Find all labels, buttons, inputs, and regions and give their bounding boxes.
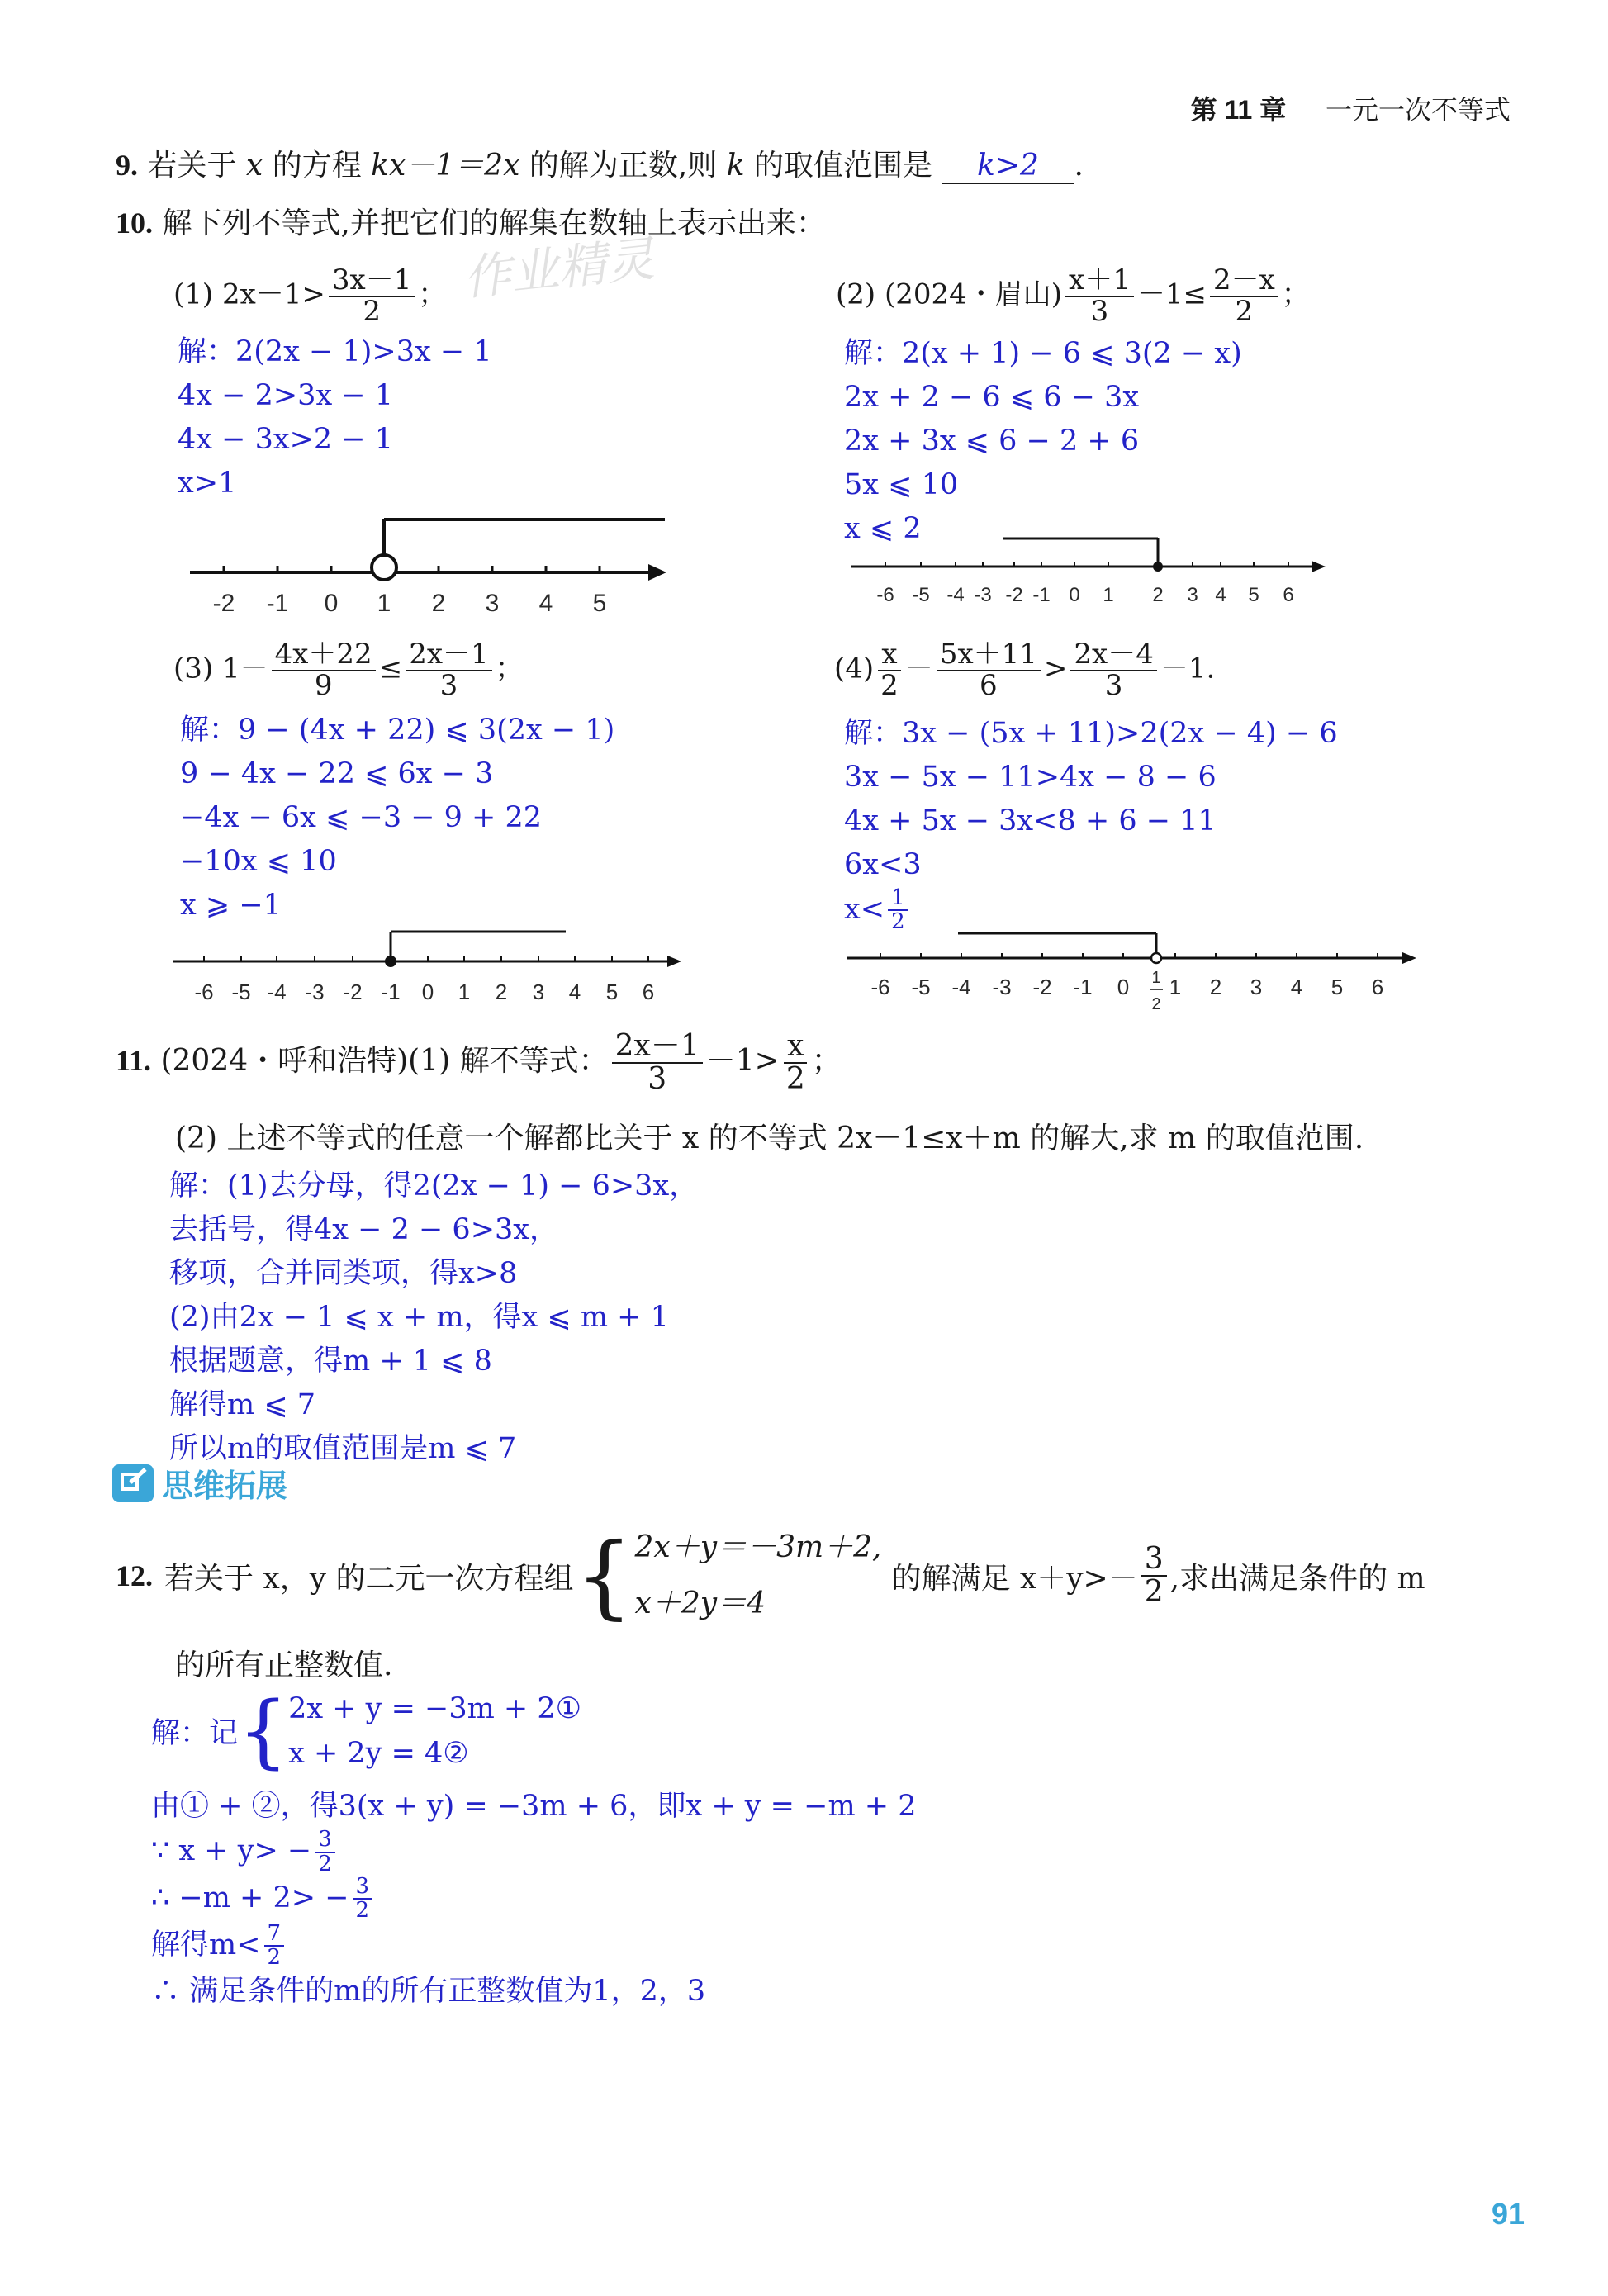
closed-dot (1153, 562, 1163, 572)
fraction (315, 1829, 335, 1876)
question-text: 的解为正数,则 (529, 149, 718, 183)
question-text: ； (811, 1043, 842, 1078)
solution-step: 4x − 2>3x − 1 (178, 379, 394, 412)
tick-label: -1 (266, 590, 289, 617)
numerator: 5x＋11 (937, 640, 1041, 671)
section-title: 思维拓展 (162, 1468, 288, 1504)
problem-text: (3) 1－ (173, 652, 268, 685)
section-header (112, 1460, 287, 1506)
solution-step: ∴ 满足条件的m的所有正整数值为1，2，3 (151, 1975, 706, 2009)
solution-step: 移项，合并同类项，得x>8 (169, 1257, 518, 1290)
solution-step (151, 1876, 916, 1923)
tick-label: 6 (1283, 584, 1294, 606)
fraction (1070, 640, 1156, 700)
solution-text: x< (844, 892, 885, 926)
numerator: 2x－1 (406, 640, 491, 671)
question-9 (116, 142, 1084, 184)
question-number: 11. (116, 1043, 152, 1077)
page-number: 91 (1492, 2197, 1525, 2231)
denominator: 9 (314, 668, 333, 702)
solution-10-2 (844, 332, 1242, 551)
solution-step: 所以m的取值范围是m ⩽ 7 (169, 1432, 517, 1465)
watermark-text: 作业精灵 (460, 230, 657, 306)
number-line-4 (842, 923, 1425, 1022)
numerator: 2－x (1210, 266, 1278, 297)
denominator: 2 (363, 294, 381, 328)
solution-step: x ⩾ −1 (180, 889, 282, 922)
tick-label: 4 (538, 590, 553, 617)
solution-text: 解得m< (151, 1928, 261, 1962)
answer-blank (942, 149, 1074, 184)
tick-label: 6 (642, 980, 655, 1004)
chapter-header (1191, 89, 1511, 127)
fraction (1210, 263, 1278, 328)
solution-step: 5x ⩽ 10 (844, 468, 959, 501)
open-circle (1151, 953, 1161, 963)
number-line-1 (186, 508, 673, 632)
tick-label: 2 (1209, 975, 1222, 999)
problem-text: > (1043, 652, 1068, 685)
tick-label: 4 (1215, 584, 1226, 606)
problem-10-3 (173, 640, 524, 700)
solution-11 (169, 1165, 698, 1471)
tick-label: -2 (343, 980, 363, 1004)
denominator: 2 (318, 1851, 332, 1876)
numerator: 3 (1141, 1544, 1167, 1577)
tick-label: 1 (1169, 975, 1182, 999)
tick-label: 2 (495, 980, 508, 1004)
tick-label: 4 (568, 980, 581, 1004)
tick-label: 6 (1371, 975, 1384, 999)
open-circle (372, 555, 396, 580)
fraction (783, 1031, 809, 1095)
question-11-part2 (175, 1115, 1364, 1157)
denominator: 2 (355, 1898, 370, 1924)
system-brace: { (238, 1685, 289, 1777)
problem-text: ； (418, 278, 447, 311)
tick-label: -4 (267, 980, 287, 1004)
question-text: (2024・呼和浩特)(1) 解不等式： (160, 1043, 609, 1078)
equation: kx－1＝2x (371, 149, 520, 183)
numerator: 3 (315, 1829, 335, 1852)
problem-text: (4) (834, 652, 875, 685)
tick-label: 3 (485, 590, 500, 617)
fraction (264, 1920, 285, 1971)
numerator: x (878, 640, 900, 671)
tick-label-half-denominator: 2 (1151, 995, 1161, 1013)
tick-label: -6 (870, 975, 890, 999)
solution-12-system (151, 1686, 581, 1776)
question-11 (116, 1031, 842, 1095)
solution-step: 由① + ②，得3(x + y) = −3m + 6，即x + y = −m + 2 (151, 1790, 917, 1823)
solution-10-4 (844, 712, 1338, 934)
problem-text: ； (1281, 278, 1310, 311)
tick-label: -2 (1005, 584, 1023, 606)
fraction (612, 1031, 703, 1095)
question-text: 若关于 x，y 的二元一次方程组 (164, 1561, 574, 1596)
tick-label: 3 (1250, 975, 1263, 999)
equation: 2x＋y＝－3m＋2, (634, 1530, 882, 1564)
solution-step: −10x ⩽ 10 (180, 845, 337, 878)
problem-text: ≤ (378, 652, 403, 685)
tick-label: -3 (974, 584, 992, 606)
tick-label: -1 (1073, 975, 1093, 999)
solution-12-steps (151, 1784, 916, 2014)
problem-text: －1≤ (1136, 278, 1207, 311)
tick-label: 0 (324, 590, 339, 617)
tick-label: 4 (1290, 975, 1303, 999)
tick-label: 5 (1248, 584, 1259, 606)
denominator: 2 (880, 668, 899, 702)
problem-text: －1. (1160, 652, 1216, 685)
tick-label: 1 (1103, 584, 1114, 606)
question-number: 12. (116, 1559, 153, 1592)
solution-step: −4x − 6x ⩽ −3 − 9 + 22 (180, 801, 543, 834)
tick-label: -2 (1032, 975, 1052, 999)
solution-step: 4x + 5x − 3x<8 + 6 − 11 (844, 804, 1217, 837)
solution-step: 解：3x − (5x + 11)>2(2x − 4) − 6 (844, 717, 1338, 750)
tick-label: -5 (912, 584, 930, 606)
solution-10-1 (178, 330, 492, 505)
tick-label: 3 (1187, 584, 1198, 606)
equation: x＋2y＝4 (634, 1587, 766, 1620)
system-brace: { (575, 1523, 633, 1629)
equation: 2x + y = −3m + 2① (288, 1692, 582, 1725)
denominator: 2 (1235, 294, 1254, 328)
solution-step (151, 1920, 916, 1971)
tick-label: 5 (592, 590, 607, 617)
variable: x (245, 149, 263, 183)
tick-label: -4 (946, 584, 965, 606)
question-text: 的取值范围是 (754, 149, 933, 183)
closed-dot (385, 956, 396, 967)
question-number: 10. (116, 206, 153, 240)
tick-label: -1 (1032, 584, 1051, 606)
question-text: 若关于 (147, 149, 237, 183)
solution-step: x ⩽ 2 (844, 512, 922, 545)
tick-label: 5 (1331, 975, 1344, 999)
problem-10-4 (834, 640, 1215, 700)
number-line-3 (169, 925, 690, 1016)
solution-step: 2x + 2 − 6 ⩽ 6 − 3x (844, 381, 1140, 414)
denominator: 2 (785, 1061, 805, 1096)
solution-step: 解：(1)去分母，得2(2x − 1) − 6>3x， (169, 1169, 699, 1203)
numerator: x＋1 (1065, 266, 1134, 297)
problem-text: (2) (2024・眉山) (836, 278, 1063, 311)
denominator: 3 (647, 1061, 667, 1096)
tick-label: 1 (377, 590, 391, 617)
tick-label: 2 (431, 590, 446, 617)
tick-label-half-numerator: 1 (1151, 969, 1161, 987)
fraction (406, 640, 491, 700)
tick-label: -4 (951, 975, 971, 999)
tick-label: 5 (605, 980, 619, 1004)
numerator: x (784, 1031, 807, 1064)
denominator: 2 (267, 1945, 282, 1971)
question-text: 的解满足 x＋y>－ (891, 1561, 1138, 1596)
tick-label: -5 (911, 975, 931, 999)
numerator: 4x＋22 (272, 640, 376, 671)
equation: x + 2y = 4② (288, 1737, 469, 1770)
tick-label: -6 (876, 584, 894, 606)
problem-text: (1) 2x－1> (173, 278, 325, 311)
question-12 (116, 1520, 1425, 1632)
tick-label: 3 (532, 980, 545, 1004)
period: . (1074, 149, 1084, 183)
tick-label: -2 (212, 590, 235, 617)
chapter-title: 一元一次不等式 (1325, 95, 1511, 125)
solution-text: ∴ −m + 2> − (151, 1881, 349, 1914)
problem-text: － (904, 652, 933, 685)
equation-system (635, 1520, 882, 1632)
question-number: 9. (116, 149, 138, 182)
question-text: －1> (705, 1043, 780, 1078)
solution-step: 解得m ⩽ 7 (169, 1388, 316, 1421)
tick-label: 0 (421, 980, 434, 1004)
numerator: 3x－1 (329, 266, 415, 297)
solution-text: ∵ x + y> − (151, 1834, 312, 1867)
solution-step: 9 − 4x − 22 ⩽ 6x − 3 (180, 757, 494, 790)
chapter-label: 第 11 章 (1190, 95, 1287, 125)
question-text: ,求出满足条件的 m (1169, 1561, 1425, 1596)
solution-step: 根据题意，得m + 1 ⩽ 8 (169, 1345, 492, 1378)
numerator: 2x－4 (1070, 640, 1156, 671)
question-text: 解下列不等式,并把它们的解集在数轴上表示出来： (162, 206, 826, 240)
solution-step: (2)由2x − 1 ⩽ x + m，得x ⩽ m + 1 (169, 1301, 669, 1334)
fraction (1065, 263, 1134, 328)
problem-10-2 (836, 263, 1310, 328)
question-text: 的方程 (272, 149, 362, 183)
solution-step: 解：9 − (4x + 22) ⩽ 3(2x − 1) (180, 714, 615, 747)
variable: k (726, 149, 745, 183)
solution-step: 解：2(x + 1) − 6 ⩽ 3(2 − x) (844, 337, 1242, 370)
answer-text: k>2 (977, 149, 1039, 183)
thinking-icon (112, 1464, 154, 1502)
problem-10-1 (173, 263, 447, 328)
question-12-cont (175, 1642, 392, 1684)
tick-label: -3 (305, 980, 325, 1004)
solution-step: 解：2(2x − 1)>3x − 1 (178, 335, 492, 368)
denominator: 3 (1090, 294, 1109, 328)
fraction (272, 640, 376, 700)
tick-label: -5 (231, 980, 251, 1004)
denominator: 2 (1144, 1575, 1164, 1609)
tick-label: 0 (1117, 975, 1130, 999)
solution-text: 解：记 (151, 1717, 239, 1750)
fraction (937, 640, 1041, 700)
question-text: 的所有正整数值. (175, 1648, 393, 1682)
numerator: 2x－1 (612, 1031, 703, 1064)
numerator: 7 (264, 1923, 285, 1947)
fraction (877, 640, 902, 700)
fraction (353, 1876, 373, 1923)
fraction (329, 263, 415, 328)
denominator: 6 (980, 668, 998, 702)
solution-step: 4x − 3x>2 − 1 (178, 423, 394, 456)
solution-step: 3x − 5x − 11>4x − 8 − 6 (844, 761, 1217, 794)
problem-text: ； (495, 652, 524, 685)
denominator: 3 (1104, 668, 1123, 702)
numerator: 1 (888, 887, 908, 911)
tick-label: -6 (194, 980, 214, 1004)
solution-step: 6x<3 (844, 848, 922, 881)
question-text: (2) 上述不等式的任意一个解都比关于 x 的不等式 2x－1≤x＋m 的解大,求 m 的取值范围. (175, 1122, 1364, 1155)
tick-label: 1 (458, 980, 471, 1004)
number-line-2 (851, 529, 1330, 611)
tick-label: 2 (1152, 584, 1164, 606)
solution-step: x>1 (178, 467, 237, 500)
fraction (1141, 1544, 1167, 1608)
numerator: 3 (353, 1876, 373, 1900)
tick-label: 0 (1069, 584, 1080, 606)
solution-step (151, 1829, 916, 1876)
solution-step: 去括号，得4x − 2 − 6>3x， (169, 1213, 559, 1246)
solution-10-3 (180, 709, 614, 927)
equation-system (288, 1686, 581, 1776)
tick-label: -3 (992, 975, 1012, 999)
question-10 (116, 200, 826, 242)
denominator: 2 (891, 909, 905, 935)
tick-label: -1 (381, 980, 401, 1004)
solution-step: 2x + 3x ⩽ 6 − 2 + 6 (844, 425, 1140, 458)
denominator: 3 (439, 668, 458, 702)
